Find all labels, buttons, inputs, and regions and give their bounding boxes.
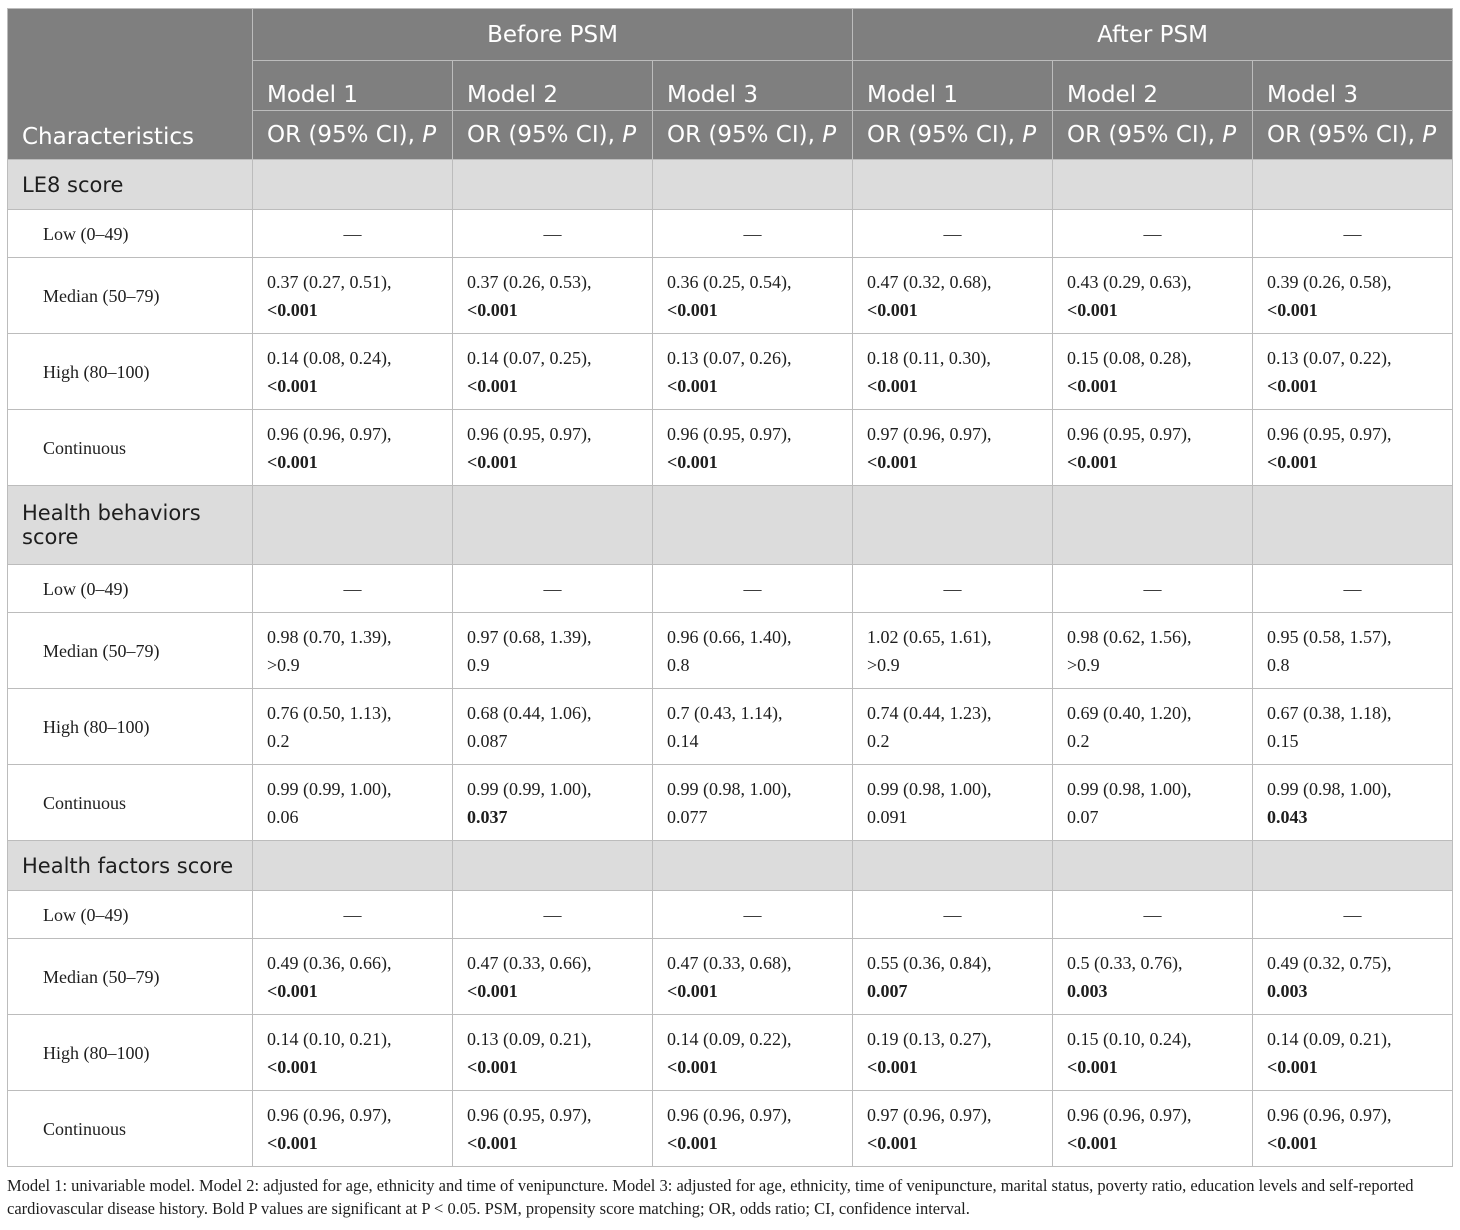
p-value: <0.001 (667, 980, 718, 1001)
or-ci-header (453, 111, 653, 160)
value-cell: — (1253, 565, 1453, 613)
value-cell (253, 1091, 453, 1167)
p-value: 0.007 (867, 980, 908, 1001)
results-table (7, 8, 1453, 1167)
or-ci-header (853, 111, 1053, 160)
value-cell (453, 258, 653, 334)
or-ci-value: 0.69 (0.40, 1.20), (1067, 702, 1192, 723)
value-cell: — (853, 891, 1053, 939)
or-ci-value: 0.96 (0.95, 0.97), (467, 423, 592, 444)
row-label: High (80–100) (8, 334, 253, 410)
table-row (8, 613, 1453, 689)
or-ci-value: 0.5 (0.33, 0.76), (1067, 952, 1183, 973)
model-header: Model 3 (653, 61, 853, 111)
row-label: Continuous (8, 765, 253, 841)
or-ci-value: 0.18 (0.11, 0.30), (867, 347, 991, 368)
value-cell (453, 1015, 653, 1091)
p-label: P (1022, 122, 1037, 148)
section-empty-cell (453, 841, 653, 891)
or-ci-value: 0.96 (0.66, 1.40), (667, 626, 792, 647)
value-cell (253, 613, 453, 689)
value-cell (853, 765, 1053, 841)
value-cell (253, 334, 453, 410)
table-row (8, 258, 1453, 334)
or-ci-label: OR (95% CI), (667, 122, 823, 148)
value-cell (853, 1091, 1053, 1167)
or-ci-value: 0.96 (0.95, 0.97), (667, 423, 792, 444)
p-value: <0.001 (1267, 375, 1318, 396)
section-empty-cell (1253, 841, 1453, 891)
or-ci-value: 0.7 (0.43, 1.14), (667, 702, 783, 723)
p-value: <0.001 (1067, 375, 1118, 396)
value-cell (1253, 258, 1453, 334)
value-cell (1253, 613, 1453, 689)
table-row (8, 765, 1453, 841)
value-cell (1053, 689, 1253, 765)
value-cell: — (1053, 210, 1253, 258)
or-ci-value: 0.98 (0.70, 1.39), (267, 626, 392, 647)
table-row (8, 565, 1453, 613)
or-ci-value: 0.37 (0.27, 0.51), (267, 271, 392, 292)
value-cell (453, 334, 653, 410)
section-empty-cell (653, 160, 853, 210)
table-row (8, 939, 1453, 1015)
section-title: LE8 score (8, 160, 253, 210)
p-value: <0.001 (1267, 299, 1318, 320)
value-cell (453, 410, 653, 486)
p-value: 0.07 (1067, 806, 1099, 827)
p-value: <0.001 (867, 375, 918, 396)
row-label: Median (50–79) (8, 258, 253, 334)
table-row (8, 1091, 1453, 1167)
or-ci-value: 0.99 (0.98, 1.00), (1267, 778, 1392, 799)
section-empty-cell (253, 160, 453, 210)
or-ci-value: 0.68 (0.44, 1.06), (467, 702, 592, 723)
section-empty-cell (1053, 841, 1253, 891)
p-value: 0.8 (667, 654, 690, 675)
value-cell: — (1253, 891, 1453, 939)
value-cell (253, 939, 453, 1015)
before-psm-header: Before PSM (253, 9, 853, 61)
section-empty-cell (453, 160, 653, 210)
value-cell (1253, 410, 1453, 486)
value-cell: — (253, 210, 453, 258)
p-value: <0.001 (1067, 451, 1118, 472)
p-value: 0.003 (1067, 980, 1108, 1001)
value-cell (653, 258, 853, 334)
model-header: Model 1 (853, 61, 1053, 111)
after-psm-header: After PSM (853, 9, 1453, 61)
value-cell (1253, 1015, 1453, 1091)
section-empty-cell (253, 841, 453, 891)
or-ci-label: OR (95% CI), (467, 122, 623, 148)
value-cell (653, 939, 853, 1015)
row-label: Low (0–49) (8, 210, 253, 258)
section-empty-cell (653, 486, 853, 565)
value-cell (453, 689, 653, 765)
or-ci-value: 0.36 (0.25, 0.54), (667, 271, 792, 292)
or-ci-value: 0.14 (0.10, 0.21), (267, 1028, 392, 1049)
value-cell (653, 689, 853, 765)
table-row (8, 689, 1453, 765)
p-value: >0.9 (867, 654, 900, 675)
p-value: <0.001 (1267, 1056, 1318, 1077)
p-value: <0.001 (867, 451, 918, 472)
or-ci-value: 0.96 (0.96, 0.97), (1067, 1104, 1192, 1125)
or-ci-value: 0.47 (0.33, 0.68), (667, 952, 792, 973)
table-footnote: Model 1: univariable model. Model 2: adjusted for age, ethnicity and time of venipuncture. Model 3: adjusted for age, ethnicity, time of venipuncture, marital status, poverty ratio, education levels and self-reported cardiovascular disease history. Bold P values are significant at P < 0.05. PSM, propensity score matching; OR, odds ratio; CI, confidence interval. (7, 1176, 1414, 1218)
or-ci-value: 0.14 (0.07, 0.25), (467, 347, 592, 368)
or-ci-value: 0.43 (0.29, 0.63), (1067, 271, 1192, 292)
p-value: <0.001 (267, 451, 318, 472)
value-cell (653, 1015, 853, 1091)
or-ci-value: 0.96 (0.96, 0.97), (667, 1104, 792, 1125)
value-cell (853, 939, 1053, 1015)
value-cell: — (453, 210, 653, 258)
or-ci-header (653, 111, 853, 160)
row-label: Continuous (8, 1091, 253, 1167)
p-value: <0.001 (867, 1132, 918, 1153)
p-value: <0.001 (467, 1132, 518, 1153)
section-empty-cell (1253, 486, 1453, 565)
value-cell (653, 334, 853, 410)
model-header: Model 3 (1253, 61, 1453, 111)
or-ci-value: 0.13 (0.07, 0.22), (1267, 347, 1392, 368)
p-label: P (422, 122, 437, 148)
value-cell: — (1253, 210, 1453, 258)
or-ci-value: 0.97 (0.96, 0.97), (867, 1104, 992, 1125)
section-row (8, 160, 1453, 210)
table-row (8, 891, 1453, 939)
value-cell (1253, 689, 1453, 765)
or-ci-value: 0.98 (0.62, 1.56), (1067, 626, 1192, 647)
or-ci-value: 0.96 (0.96, 0.97), (267, 1104, 392, 1125)
section-empty-cell (253, 486, 453, 565)
value-cell (853, 334, 1053, 410)
p-value: <0.001 (667, 1132, 718, 1153)
section-empty-cell (853, 160, 1053, 210)
p-value: >0.9 (267, 654, 300, 675)
section-empty-cell (453, 486, 653, 565)
value-cell: — (453, 565, 653, 613)
or-ci-value: 1.02 (0.65, 1.61), (867, 626, 992, 647)
row-label: Low (0–49) (8, 891, 253, 939)
p-value: <0.001 (667, 451, 718, 472)
p-value: 0.037 (467, 806, 508, 827)
or-ci-value: 0.99 (0.99, 1.00), (467, 778, 592, 799)
p-value: 0.003 (1267, 980, 1308, 1001)
or-ci-value: 0.39 (0.26, 0.58), (1267, 271, 1392, 292)
value-cell: — (853, 210, 1053, 258)
value-cell (853, 258, 1053, 334)
value-cell (453, 939, 653, 1015)
p-value: 0.2 (867, 730, 890, 751)
or-ci-value: 0.99 (0.98, 1.00), (1067, 778, 1192, 799)
value-cell (253, 689, 453, 765)
value-cell (1053, 613, 1253, 689)
table-row (8, 410, 1453, 486)
or-ci-value: 0.96 (0.95, 0.97), (1067, 423, 1192, 444)
value-cell (453, 1091, 653, 1167)
value-cell: — (253, 565, 453, 613)
p-value: <0.001 (467, 980, 518, 1001)
section-empty-cell (1053, 160, 1253, 210)
value-cell (1053, 765, 1253, 841)
p-value: <0.001 (667, 299, 718, 320)
p-value: 0.14 (667, 730, 699, 751)
or-ci-value: 0.76 (0.50, 1.13), (267, 702, 392, 723)
row-label: Median (50–79) (8, 939, 253, 1015)
value-cell: — (253, 891, 453, 939)
or-ci-label: OR (95% CI), (867, 122, 1023, 148)
value-cell: — (1053, 565, 1253, 613)
p-value: <0.001 (267, 980, 318, 1001)
section-empty-cell (853, 486, 1053, 565)
or-ci-value: 0.47 (0.33, 0.66), (467, 952, 592, 973)
p-value: <0.001 (1067, 1132, 1118, 1153)
p-value: 0.06 (267, 806, 299, 827)
or-ci-value: 0.74 (0.44, 1.23), (867, 702, 992, 723)
or-ci-value: 0.99 (0.98, 1.00), (867, 778, 992, 799)
characteristics-header: Characteristics (8, 9, 253, 160)
or-ci-header (1253, 111, 1453, 160)
or-ci-value: 0.96 (0.96, 0.97), (267, 423, 392, 444)
value-cell: — (1053, 891, 1253, 939)
p-value: 0.087 (467, 730, 508, 751)
model-header: Model 2 (453, 61, 653, 111)
p-value: <0.001 (867, 299, 918, 320)
p-value: <0.001 (867, 1056, 918, 1077)
value-cell: — (653, 210, 853, 258)
value-cell (253, 258, 453, 334)
or-ci-value: 0.96 (0.95, 0.97), (1267, 423, 1392, 444)
p-value: <0.001 (1267, 451, 1318, 472)
or-ci-label: OR (95% CI), (1267, 122, 1423, 148)
or-ci-value: 0.49 (0.36, 0.66), (267, 952, 392, 973)
or-ci-value: 0.99 (0.99, 1.00), (267, 778, 392, 799)
p-value: <0.001 (667, 1056, 718, 1077)
p-value: <0.001 (1067, 299, 1118, 320)
or-ci-value: 0.49 (0.32, 0.75), (1267, 952, 1392, 973)
p-value: 0.043 (1267, 806, 1308, 827)
or-ci-value: 0.37 (0.26, 0.53), (467, 271, 592, 292)
p-label: P (822, 122, 837, 148)
p-label: P (1222, 122, 1237, 148)
or-ci-value: 0.14 (0.09, 0.22), (667, 1028, 792, 1049)
value-cell (853, 1015, 1053, 1091)
value-cell (653, 410, 853, 486)
p-value: <0.001 (267, 299, 318, 320)
p-value: <0.001 (267, 1056, 318, 1077)
section-empty-cell (1053, 486, 1253, 565)
value-cell (453, 765, 653, 841)
value-cell (253, 1015, 453, 1091)
or-ci-value: 0.97 (0.96, 0.97), (867, 423, 992, 444)
or-ci-value: 0.15 (0.08, 0.28), (1067, 347, 1192, 368)
value-cell: — (853, 565, 1053, 613)
section-row (8, 486, 1453, 565)
p-value: 0.9 (467, 654, 490, 675)
or-ci-value: 0.96 (0.96, 0.97), (1267, 1104, 1392, 1125)
p-value: <0.001 (1267, 1132, 1318, 1153)
value-cell (853, 689, 1053, 765)
p-value: 0.2 (1067, 730, 1090, 751)
or-ci-label: OR (95% CI), (267, 122, 423, 148)
or-ci-value: 0.47 (0.32, 0.68), (867, 271, 992, 292)
p-value: <0.001 (467, 1056, 518, 1077)
p-value: <0.001 (467, 299, 518, 320)
row-label: Continuous (8, 410, 253, 486)
section-row (8, 841, 1453, 891)
value-cell (1053, 1015, 1253, 1091)
model-header: Model 2 (1053, 61, 1253, 111)
p-label: P (1422, 122, 1437, 148)
p-value: <0.001 (1067, 1056, 1118, 1077)
or-ci-header (253, 111, 453, 160)
value-cell (653, 613, 853, 689)
p-value: <0.001 (467, 375, 518, 396)
section-title: Health factors score (8, 841, 253, 891)
table-row (8, 334, 1453, 410)
value-cell (853, 613, 1053, 689)
section-empty-cell (853, 841, 1053, 891)
value-cell (1053, 258, 1253, 334)
value-cell: — (653, 565, 853, 613)
value-cell (1053, 1091, 1253, 1167)
p-value: <0.001 (267, 1132, 318, 1153)
table-body (8, 160, 1453, 1167)
model-header: Model 1 (253, 61, 453, 111)
or-ci-value: 0.15 (0.10, 0.24), (1067, 1028, 1192, 1049)
value-cell (1053, 939, 1253, 1015)
value-cell (653, 1091, 853, 1167)
or-ci-value: 0.14 (0.09, 0.21), (1267, 1028, 1392, 1049)
value-cell (1053, 410, 1253, 486)
or-ci-value: 0.97 (0.68, 1.39), (467, 626, 592, 647)
or-ci-value: 0.13 (0.09, 0.21), (467, 1028, 592, 1049)
or-ci-value: 0.14 (0.08, 0.24), (267, 347, 392, 368)
or-ci-value: 0.95 (0.58, 1.57), (1267, 626, 1392, 647)
or-ci-value: 0.55 (0.36, 0.84), (867, 952, 992, 973)
p-value: 0.15 (1267, 730, 1299, 751)
section-empty-cell (1253, 160, 1453, 210)
or-ci-header (1053, 111, 1253, 160)
or-ci-value: 0.99 (0.98, 1.00), (667, 778, 792, 799)
or-ci-value: 0.67 (0.38, 1.18), (1267, 702, 1392, 723)
value-cell: — (653, 891, 853, 939)
p-value: <0.001 (667, 375, 718, 396)
value-cell (1253, 939, 1453, 1015)
p-value: <0.001 (467, 451, 518, 472)
or-ci-label: OR (95% CI), (1067, 122, 1223, 148)
p-value: 0.2 (267, 730, 290, 751)
or-ci-value: 0.19 (0.13, 0.27), (867, 1028, 992, 1049)
table-row (8, 210, 1453, 258)
row-label: High (80–100) (8, 1015, 253, 1091)
value-cell: — (453, 891, 653, 939)
value-cell (653, 765, 853, 841)
section-empty-cell (653, 841, 853, 891)
p-value: 0.8 (1267, 654, 1290, 675)
table-row (8, 1015, 1453, 1091)
or-ci-value: 0.96 (0.95, 0.97), (467, 1104, 592, 1125)
p-value: >0.9 (1067, 654, 1100, 675)
value-cell (453, 613, 653, 689)
row-label: Median (50–79) (8, 613, 253, 689)
value-cell (1053, 334, 1253, 410)
p-value: 0.077 (667, 806, 708, 827)
p-label: P (622, 122, 637, 148)
row-label: Low (0–49) (8, 565, 253, 613)
value-cell (1253, 1091, 1453, 1167)
section-title: Health behaviors score (8, 486, 253, 565)
value-cell (253, 765, 453, 841)
value-cell (853, 410, 1053, 486)
value-cell (253, 410, 453, 486)
value-cell (1253, 765, 1453, 841)
p-value: 0.091 (867, 806, 908, 827)
or-ci-value: 0.13 (0.07, 0.26), (667, 347, 792, 368)
value-cell (1253, 334, 1453, 410)
p-value: <0.001 (267, 375, 318, 396)
row-label: High (80–100) (8, 689, 253, 765)
